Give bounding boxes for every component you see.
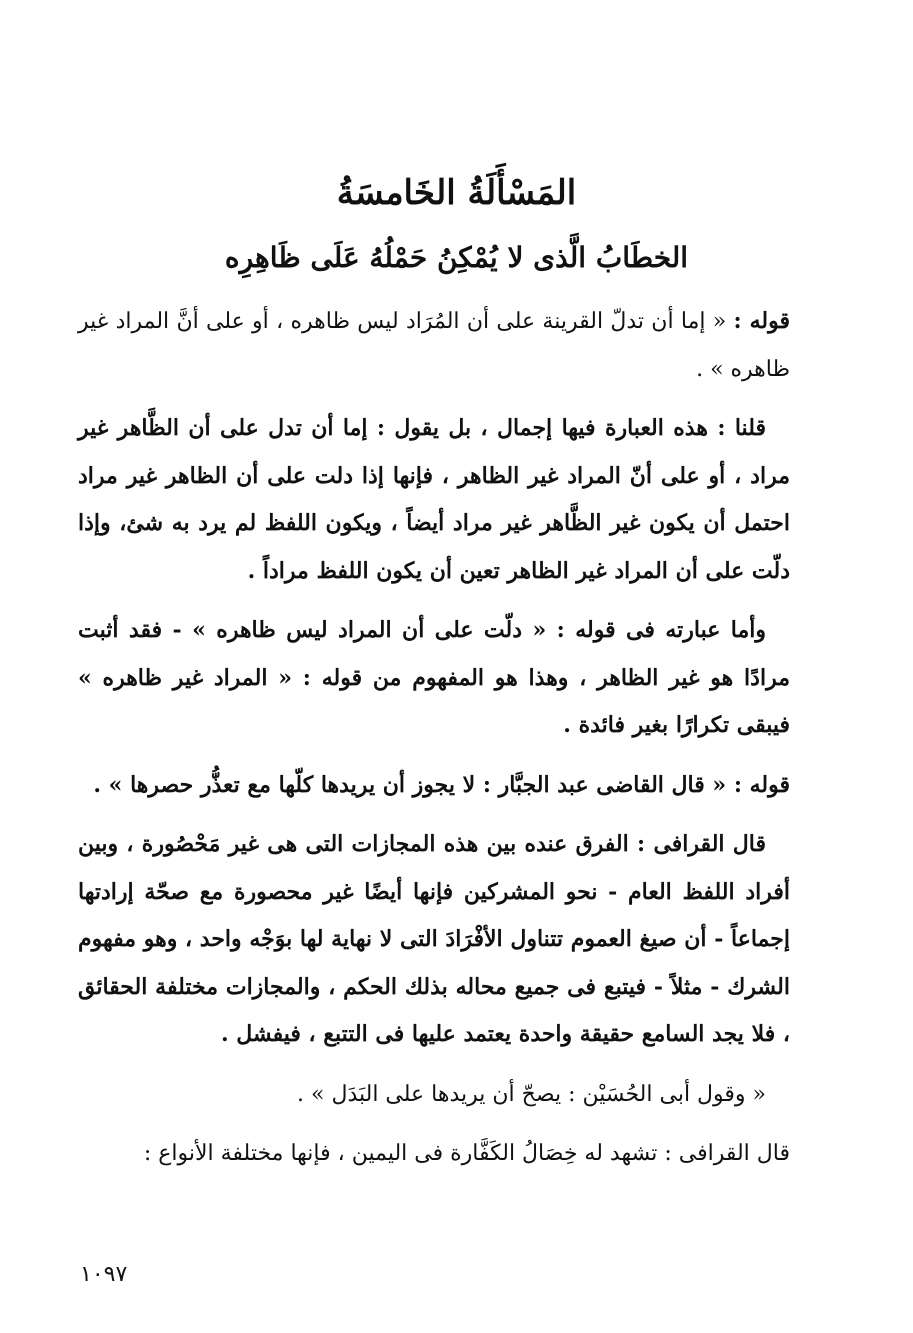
paragraph-3 — [78, 607, 790, 750]
paragraph-lead: وأما عبارته فى قوله : — [556, 617, 767, 643]
chapter-title: المَسْأَلَةُ الخَامسَةُ — [336, 173, 577, 213]
paragraph-1 — [78, 298, 790, 393]
paragraph-lead: قوله : — [733, 771, 790, 798]
paragraph-text: « قال القاضى عبد الجبَّار : لا يجوز أن يريدها كلّها مع تعذُّر حصرها » . — [93, 771, 734, 798]
paragraph-text: « وقول أبى الحُسَيْن : يصحّ أن يريدها على البَدَل » . — [297, 1081, 766, 1107]
paragraph-6 — [78, 1071, 790, 1119]
paragraph-text: تشهد له خِصَالُ الكَفَّارة فى اليمين ، فإنها مختلفة الأنواع : — [143, 1141, 665, 1166]
page-number: ١٠٩٧ — [80, 1262, 128, 1287]
paragraph-lead: قال القرافى : — [664, 1141, 790, 1166]
paragraph-5 — [78, 821, 790, 1059]
paragraph-lead: قال القرافى : — [637, 831, 766, 857]
paragraph-7 — [78, 1130, 790, 1178]
chapter-subtitle: الخطَابُ الَّذى لا يُمْكِنُ حَمْلُهُ عَلَى ظَاهِرِه — [224, 241, 689, 274]
paragraph-text: هذه العبارة فيها إجمال ، بل يقول : إما أن تدل على أن الظَّاهر غير مراد ، أو على أنّ المراد غير الظاهر ، فإنها إذا دلت على أن الظاهر غير مراد احتمل أن يكون غير الظَّاهر غير مراد أيضاً ، ويكون اللفظ لم يرد به شئ، وإذا دلّت على أن المراد غير الظاهر تعين أن يكون اللفظ مراداً . — [78, 415, 790, 584]
paragraph-4 — [78, 762, 790, 810]
paragraph-text: « دلّت على أن المراد ليس ظاهره » - فقد أثبت مرادًا هو غير الظاهر ، وهذا هو المفهوم من قوله : « المراد غير ظاهره » فيبقى تكرارًا بغير فائدة . — [78, 617, 790, 738]
paragraph-text: الفرق عنده بين هذه المجازات التى هى غير مَحْصُورة ، وبين أفراد اللفظ العام - نحو المشركين فإنها أيضًا غير محصورة مع صحّة إرادتها إجماعاً - أن صيغ العموم تتناول الأفْرَادَ التى لا نهاية لها بوَجْه واحد ، وهو مفهوم الشرك - مثلاً - فيتبع فى جميع محاله بذلك الحكم ، والمجازات مختلفة الحقائق ، فلا يجد السامع حقيقة واحدة يعتمد عليها فى التتبع ، فيفشل . — [78, 831, 790, 1047]
paragraph-2 — [78, 405, 790, 595]
paragraph-lead: قلنا : — [717, 415, 766, 441]
paragraph-text: « إما أن تدلّ القرينة على أن المُرَاد ليس ظاهره ، أو على أنَّ المراد غير ظاهره » . — [78, 309, 790, 382]
paragraph-lead: قوله : — [733, 308, 790, 334]
body-text — [78, 298, 790, 1178]
